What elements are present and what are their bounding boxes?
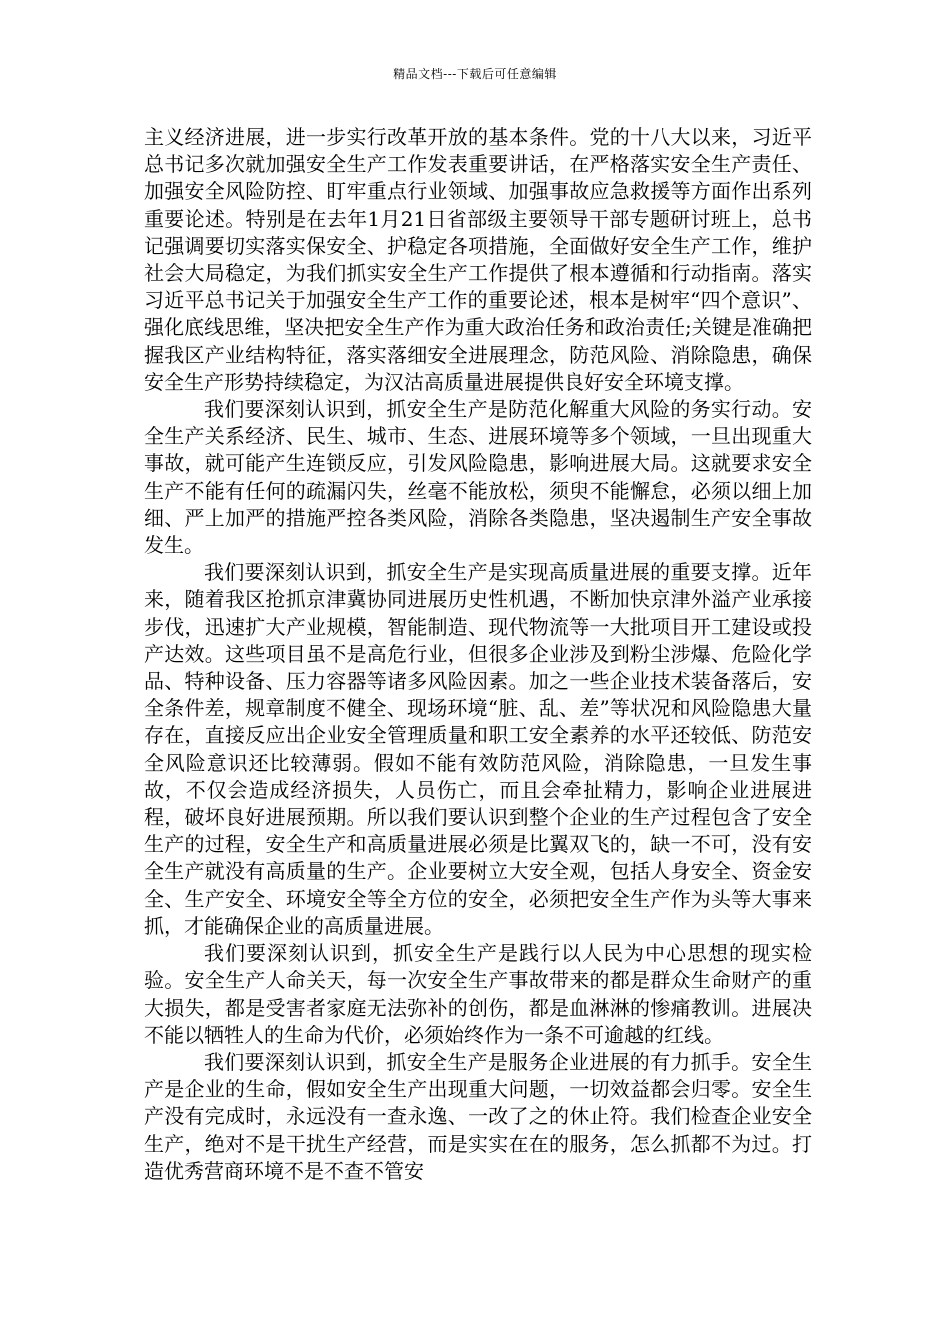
paragraph-3: 我们要深刻认识到，抓安全生产是实现高质量进展的重要支撑。近年来，随着我区抢抓京津冀协同进展历史性机遇，不断加快京津外溢产业承接步伐，迅速扩大产业规模，智能制造、现代物流等一大批项目开工建设或投产达效。这些项目虽不是高危行业，但很多企业涉及到粉尘涉爆、危险化学品、特种设备、压力容器等诸多风险因素。加之一些企业技术装备落后，安全条件差，规章制度不健全、现场环境“脏、乱、差”等状况和风险隐患大量存在，直接反应出企业安全管理质量和职工安全素养的水平还较低、防范安全风险意识还比较薄弱。假如不能有效防范风险，消除隐患，一旦发生事故，不仅会造成经济损失，人员伤亡，而且会牵扯精力，影响企业进展进程，破坏良好进展预期。所以我们要认识到整个企业的生产过程包含了安全生产的过程，安全生产和高质量进展必须是比翼双飞的，缺一不可，没有安全生产就没有高质量的生产。企业要树立大安全观，包括人身安全、资金安全、生产安全、环境安全等全方位的安全，必须把安全生产作为头等大事来抓，才能确保企业的高质量进展。 — [144, 560, 812, 938]
paragraph-1: 主义经济进展，进一步实行改革开放的基本条件。党的十八大以来，习近平总书记多次就加强安全生产工作发表重要讲话，在严格落实安全生产责任、加强安全风险防控、盯牢重点行业领域、加强事故应急救援等方面作出系列重要论述。特别是在去年1月21日省部级主要领导干部专题研讨班上，总书记强调要切实落实保安全、护稳定各项措施，全面做好安全生产工作，维护社会大局稳定，为我们抓实安全生产工作提供了根本遵循和行动指南。落实习近平总书记关于加强安全生产工作的重要论述，根本是树牢“四个意识”、强化底线思维，坚决把安全生产作为重大政治任务和政治责任;关键是准确把握我区产业结构特征，落实落细安全进展理念，防范风险、消除隐患，确保安全生产形势持续稳定，为汉沽高质量进展提供良好安全环境支撑。 — [144, 125, 812, 394]
paragraph-5: 我们要深刻认识到，抓安全生产是服务企业进展的有力抓手。安全生产是企业的生命，假如安全生产出现重大问题，一切效益都会归零。安全生产没有完成时，永远没有一查永逸、一改了之的休止符。我们检查企业安全生产，绝对不是干扰生产经营，而是实实在在的服务，怎么抓都不为过。打造优秀营商环境不是不查不管安 — [144, 1049, 812, 1183]
document-body — [144, 124, 812, 1185]
paragraph-2: 我们要深刻认识到，抓安全生产是防范化解重大风险的务实行动。安全生产关系经济、民生、城市、生态、进展环境等多个领域，一旦出现重大事故，就可能产生连锁反应，引发风险隐患，影响进展大局。这就要求安全生产不能有任何的疏漏闪失，丝毫不能放松，须臾不能懈怠，必须以细上加细、严上加严的措施严控各类风险，消除各类隐患，坚决遏制生产安全事故发生。 — [144, 397, 812, 558]
page-header: 精品文档---下载后可任意编辑 — [393, 67, 557, 81]
paragraph-4: 我们要深刻认识到，抓安全生产是践行以人民为中心思想的现实检验。安全生产人命关天，每一次安全生产事故带来的都是群众生命财产的重大损失，都是受害者家庭无法弥补的创伤，都是血淋淋的惨痛教训。进展决不能以牺牲人的生命为代价，必须始终作为一条不可逾越的红线。 — [144, 941, 812, 1047]
